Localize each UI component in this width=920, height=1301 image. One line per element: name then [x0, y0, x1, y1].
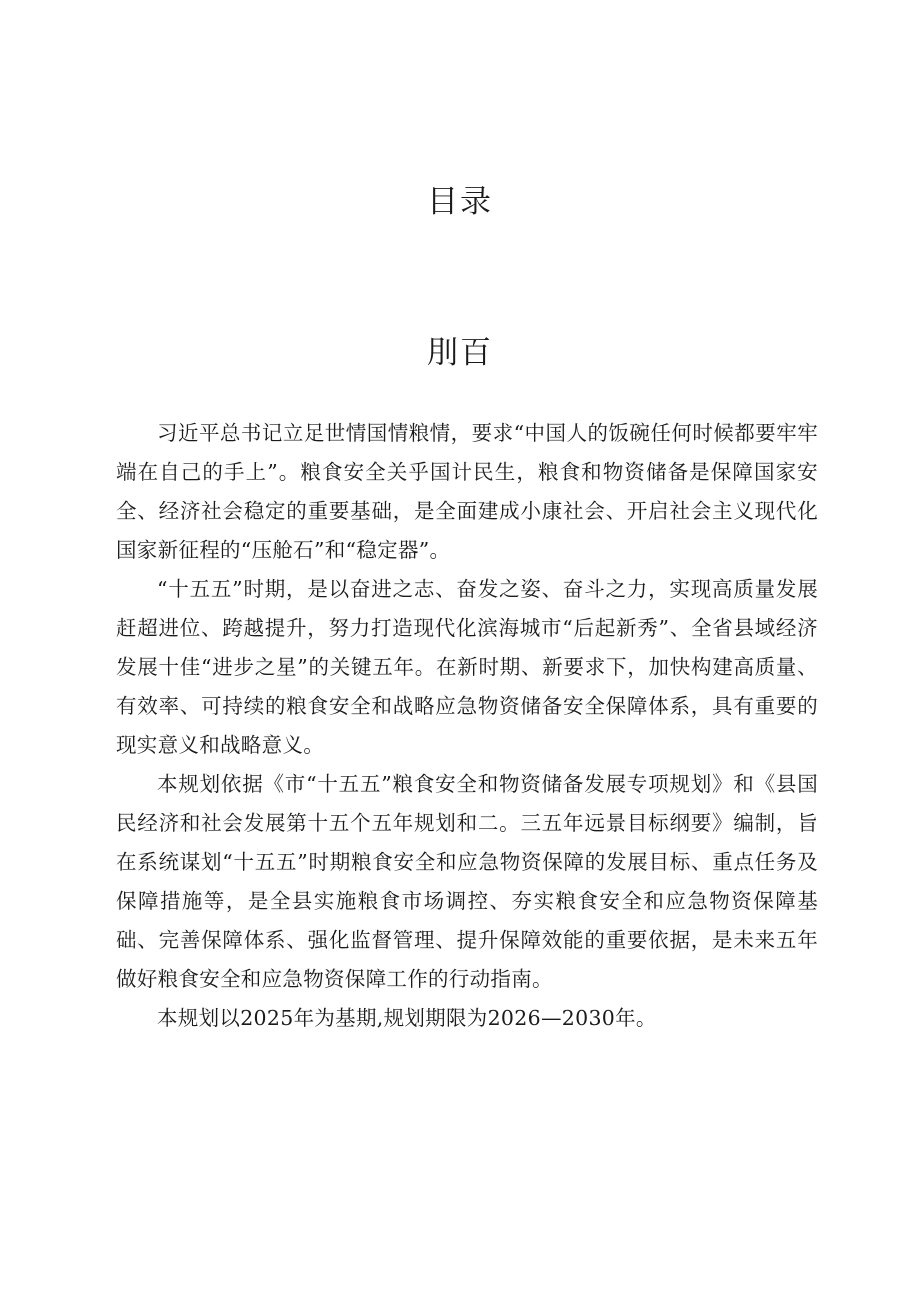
paragraph: 习近平总书记立足世情国情粮情，要求“中国人的饭碗任何时候都要牢牢端在自己的手上”。粮食安全关乎国计民生，粮食和物资储备是保障国家安全、经济社会稳定的重要基础，是全面建成小康社会、开启社会主义现代化国家新征程的“压舱石”和“稳定器”。: [116, 421, 818, 562]
preface-body: [116, 414, 818, 1038]
paragraph: 本规划依据《市“十五五”粮食安全和物资储备发展专项规划》和《县国民经济和社会发展第十五个五年规划和二。三五年远景目标纲要》编制，旨在系统谋划“十五五”时期粮食安全和应急物资保障的发展目标、重点任务及保障措施等，是全县实施粮食市场调控、夯实粮食安全和应急物资保障基础、完善保障体系、强化监督管理、提升保障效能的重要依据，是未来五年做好粮食安全和应急物资保障工作的行动指南。: [116, 772, 818, 991]
toc-title: 目录: [427, 184, 493, 220]
paragraph: “十五五”时期，是以奋进之志、奋发之姿、奋斗之力，实现高质量发展赶超进位、跨越提升，努力打造现代化滨海城市“后起新秀”、全省县域经济发展十佳“进步之星”的关键五年。在新时期、新要求下，加快构建高质量、有效率、可持续的粮食安全和战略应急物资储备安全保障体系，具有重要的现实意义和战略意义。: [116, 577, 818, 757]
paragraph: 本规划以2025年为基期,规划期限为2026—2030年。: [157, 1006, 657, 1030]
preface-title: 刖百: [427, 335, 493, 371]
